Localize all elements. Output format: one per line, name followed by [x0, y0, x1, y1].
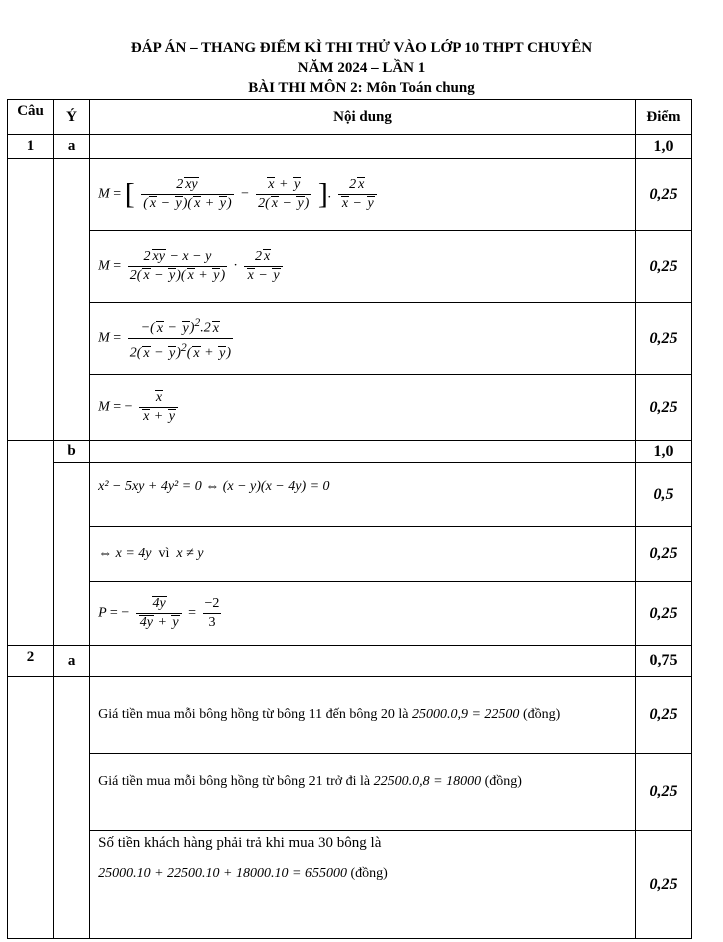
q1a-step-1	[8, 159, 692, 231]
title-line-3: BÀI THI MÔN 2: Môn Toán chung	[248, 80, 475, 96]
q1a-formula-2: M = $\frac{2 xy - x - y}{2( x - y)( x + y)}$ · $\frac{2 x}{x - y}$	[90, 231, 636, 303]
q2a-score-2: 0,25	[635, 754, 691, 831]
q1a-step-3	[8, 303, 692, 375]
q1b-score-2: 0,25	[635, 527, 691, 582]
q2a-line3-unit: (đồng)	[350, 866, 388, 881]
q1b-title-row	[8, 441, 692, 463]
q1b-label: b	[54, 441, 90, 463]
q2-label: 2	[8, 646, 54, 677]
q1b-step2-left: ⇔ x = 4y	[98, 546, 152, 561]
q1a-score-3: 0,25	[635, 303, 691, 375]
q2a-line1-math: 25000.0,9 = 22500	[411, 707, 520, 722]
q1b-score-1: 0,5	[635, 463, 691, 527]
q1b-formula-1: x² − 5xy + 4y² = 0 ⇔ (x − y)(x − 4y) = 0	[90, 463, 636, 527]
q2a-total: 0,75	[635, 646, 691, 677]
q1b-step-1	[8, 463, 692, 527]
q1a-step-2	[8, 231, 692, 303]
q2a-line1-text: Giá tiền mua mỗi bông hồng từ bông 11 đến bông 20 là	[98, 707, 409, 722]
q1a-total: 1,0	[635, 135, 691, 159]
header-row	[8, 100, 692, 135]
q1a-title-row	[8, 135, 692, 159]
q1b-step-2	[8, 527, 692, 582]
q2a-line1-unit: (đồng)	[522, 707, 561, 722]
col-header-diem: Điểm	[635, 100, 691, 135]
q1a-score-2: 0,25	[635, 231, 691, 303]
q1a-step-4	[8, 375, 692, 441]
q1b-formula-2	[90, 527, 636, 582]
q2a-step-3	[8, 831, 692, 939]
q1a-score-4: 0,25	[635, 375, 691, 441]
q1a-formula-4: M = − $\frac{x}{x + y}$	[90, 375, 636, 441]
q2a-line2-unit: (đồng)	[484, 774, 522, 789]
q1-label: 1	[8, 135, 54, 159]
q2a-step-1	[8, 677, 692, 754]
q1a-label: a	[54, 135, 90, 159]
q2a-step-2	[8, 754, 692, 831]
q1b-step2-right: x ≠ y	[176, 546, 204, 561]
q2a-score-1: 0,25	[635, 677, 691, 754]
q2a-label: a	[54, 646, 90, 677]
col-header-cau: Câu	[8, 100, 54, 135]
q2a-line-2	[90, 754, 636, 831]
q1a-score-1: 0,25	[635, 159, 691, 231]
q2a-line-3	[90, 831, 636, 939]
q2a-line3-math: 25000.10 + 22500.10 + 18000.10 = 655000	[98, 866, 347, 881]
q2a-line2-text: Giá tiền mua mỗi bông hồng từ bông 21 trở đi là	[98, 774, 371, 789]
q2a-title-row	[8, 646, 692, 677]
q1b-formula-3: P = − $\frac{4y}{4y + y}$ = $\frac{-2}{3}$	[90, 582, 636, 646]
q1a-formula-1: M = [ $\frac{2 xy}{( x - y)( x + y)}$ − $\frac{x + y}{2( x - y)}$ ]. $\frac{2 x}{x - y}$	[90, 159, 636, 231]
title-line-2: NĂM 2024 – LẦN 1	[297, 60, 426, 76]
q2a-line-1	[90, 677, 636, 754]
q2a-score-3: 0,25	[635, 831, 691, 939]
col-header-noidung: Nội dung	[90, 100, 636, 135]
q1b-step-3	[8, 582, 692, 646]
q2a-line3-text: Số tiền khách hàng phải trả khi mua 30 bông là	[98, 835, 382, 851]
answer-table	[7, 99, 692, 939]
q1b-score-3: 0,25	[635, 582, 691, 646]
q1a-formula-3: M = $\frac{-( x - y)^2.2 x}{2( x - y)^2( x + y)}$	[90, 303, 636, 375]
col-header-y: Ý	[54, 100, 90, 135]
q1b-total: 1,0	[635, 441, 691, 463]
q2a-line2-math: 22500.0,8 = 18000	[373, 774, 482, 789]
q1b-step2-mid: vì	[158, 546, 170, 561]
title-line-1: ĐÁP ÁN – THANG ĐIỂM KÌ THI THỬ VÀO LỚP 10 THPT CHUYÊN	[130, 40, 593, 56]
